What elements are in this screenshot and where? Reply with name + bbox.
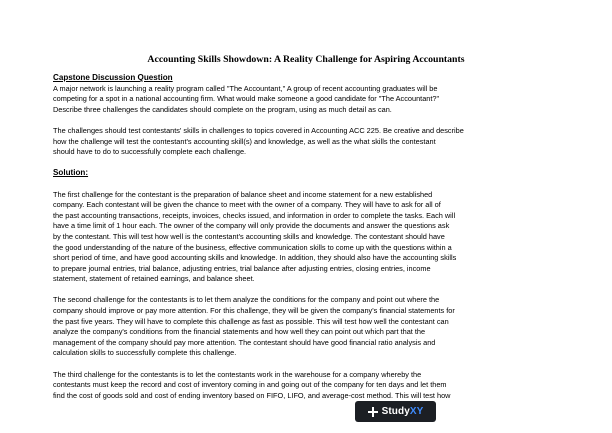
text-line: the past accounting transactions, receipts, invoices, checks issued, and information in order to complete the tasks. Each will: [53, 210, 456, 220]
text-line: company. Each contestant will be given the chance to meet with the owner of a company. They will have to ask for all of: [53, 200, 441, 210]
question-paragraph-1: [53, 84, 573, 116]
text-line: should have to do to successfully complete each challenge.: [53, 147, 247, 157]
text-line: company should improve or pay more attention. For this challenge, they will be given the company's financial statements for: [53, 306, 455, 316]
text-line: competing for a spot in a national accounting firm. What would make someone a good candidate for "The Accountant?": [53, 94, 440, 104]
solution-paragraph-3: [53, 370, 573, 402]
text-line: The second challenge for the contestants is to let them analyze the conditions for the company and point out where the: [53, 295, 440, 305]
document-body: [53, 73, 573, 401]
text-line: have a time limit of 1 hour each. The owner of the company will only provide the documents and answer the questions ask: [53, 221, 450, 231]
plus-icon: [368, 407, 378, 417]
text-line: the good understanding of the nature of the business, effective communication skills to come up with the questions within a: [53, 242, 452, 252]
text-line: contestants must keep the record and cost of inventory coming in and going out of the company for ten days and let them: [53, 380, 447, 390]
solution-heading: Solution:: [53, 168, 89, 178]
text-line: how the challenge will test the contestant's accounting skill(s) and knowledge, as well as the what skills the contestant: [53, 136, 436, 146]
question-heading: Capstone Discussion Question: [53, 73, 173, 82]
text-line: short period of time, and have good accounting skills and knowledge. In addition, they should also have the accounting skills: [53, 253, 457, 263]
logo-wordmark: [382, 406, 424, 417]
text-line: calculation skills to successfully complete this challenge.: [53, 348, 237, 358]
text-line: The first challenge for the contestant is the preparation of balance sheet and income statement for a new established: [53, 189, 433, 199]
text-line: to prepare journal entries, trial balance, adjusting entries, trial balance after adjusting entries, closing entries, income: [53, 263, 431, 273]
text-line: analyze the company's conditions from the financial statements and how well they can point out which part that the: [53, 327, 426, 337]
solution-paragraph-2: [53, 295, 573, 359]
solution-paragraph-1: [53, 190, 573, 285]
text-line: The third challenge for the contestants is to let the contestants work in the warehouse for a company whereby the: [53, 369, 422, 379]
text-line: the past five years. They will have to complete this challenge as fast as possible. This will test how well the contestant can: [53, 316, 449, 326]
logo-xy-text: XY: [409, 406, 424, 417]
text-line: statement, statement of retained earnings, and balance sheet.: [53, 274, 255, 284]
text-line: find the cost of goods sold and cost of ending inventory based on FIFO, LIFO, and average-cost method. This will test how: [53, 390, 451, 400]
studyxy-logo[interactable]: [355, 401, 436, 422]
logo-study-text: Study: [381, 406, 410, 417]
text-line: management of the company should pay more attention. The contestant should have good financial ratio analysis and: [53, 337, 436, 347]
page-title: Accounting Skills Showdown: A Reality Challenge for Aspiring Accountants: [147, 54, 465, 65]
text-line: Describe three challenges the candidates should complete on the program, using as much detail as can.: [53, 104, 392, 114]
text-line: by the contestant. This will test how well is the contestant's accounting skills and knowledge. The contestant should have: [53, 231, 445, 241]
question-paragraph-2: [53, 126, 573, 158]
text-line: The challenges should test contestants' skills in challenges to topics covered in Accounting ACC 225. Be creative and describe: [53, 125, 464, 135]
text-line: A major network is launching a reality program called "The Accountant," A group of recent accounting graduates will be: [53, 83, 438, 93]
